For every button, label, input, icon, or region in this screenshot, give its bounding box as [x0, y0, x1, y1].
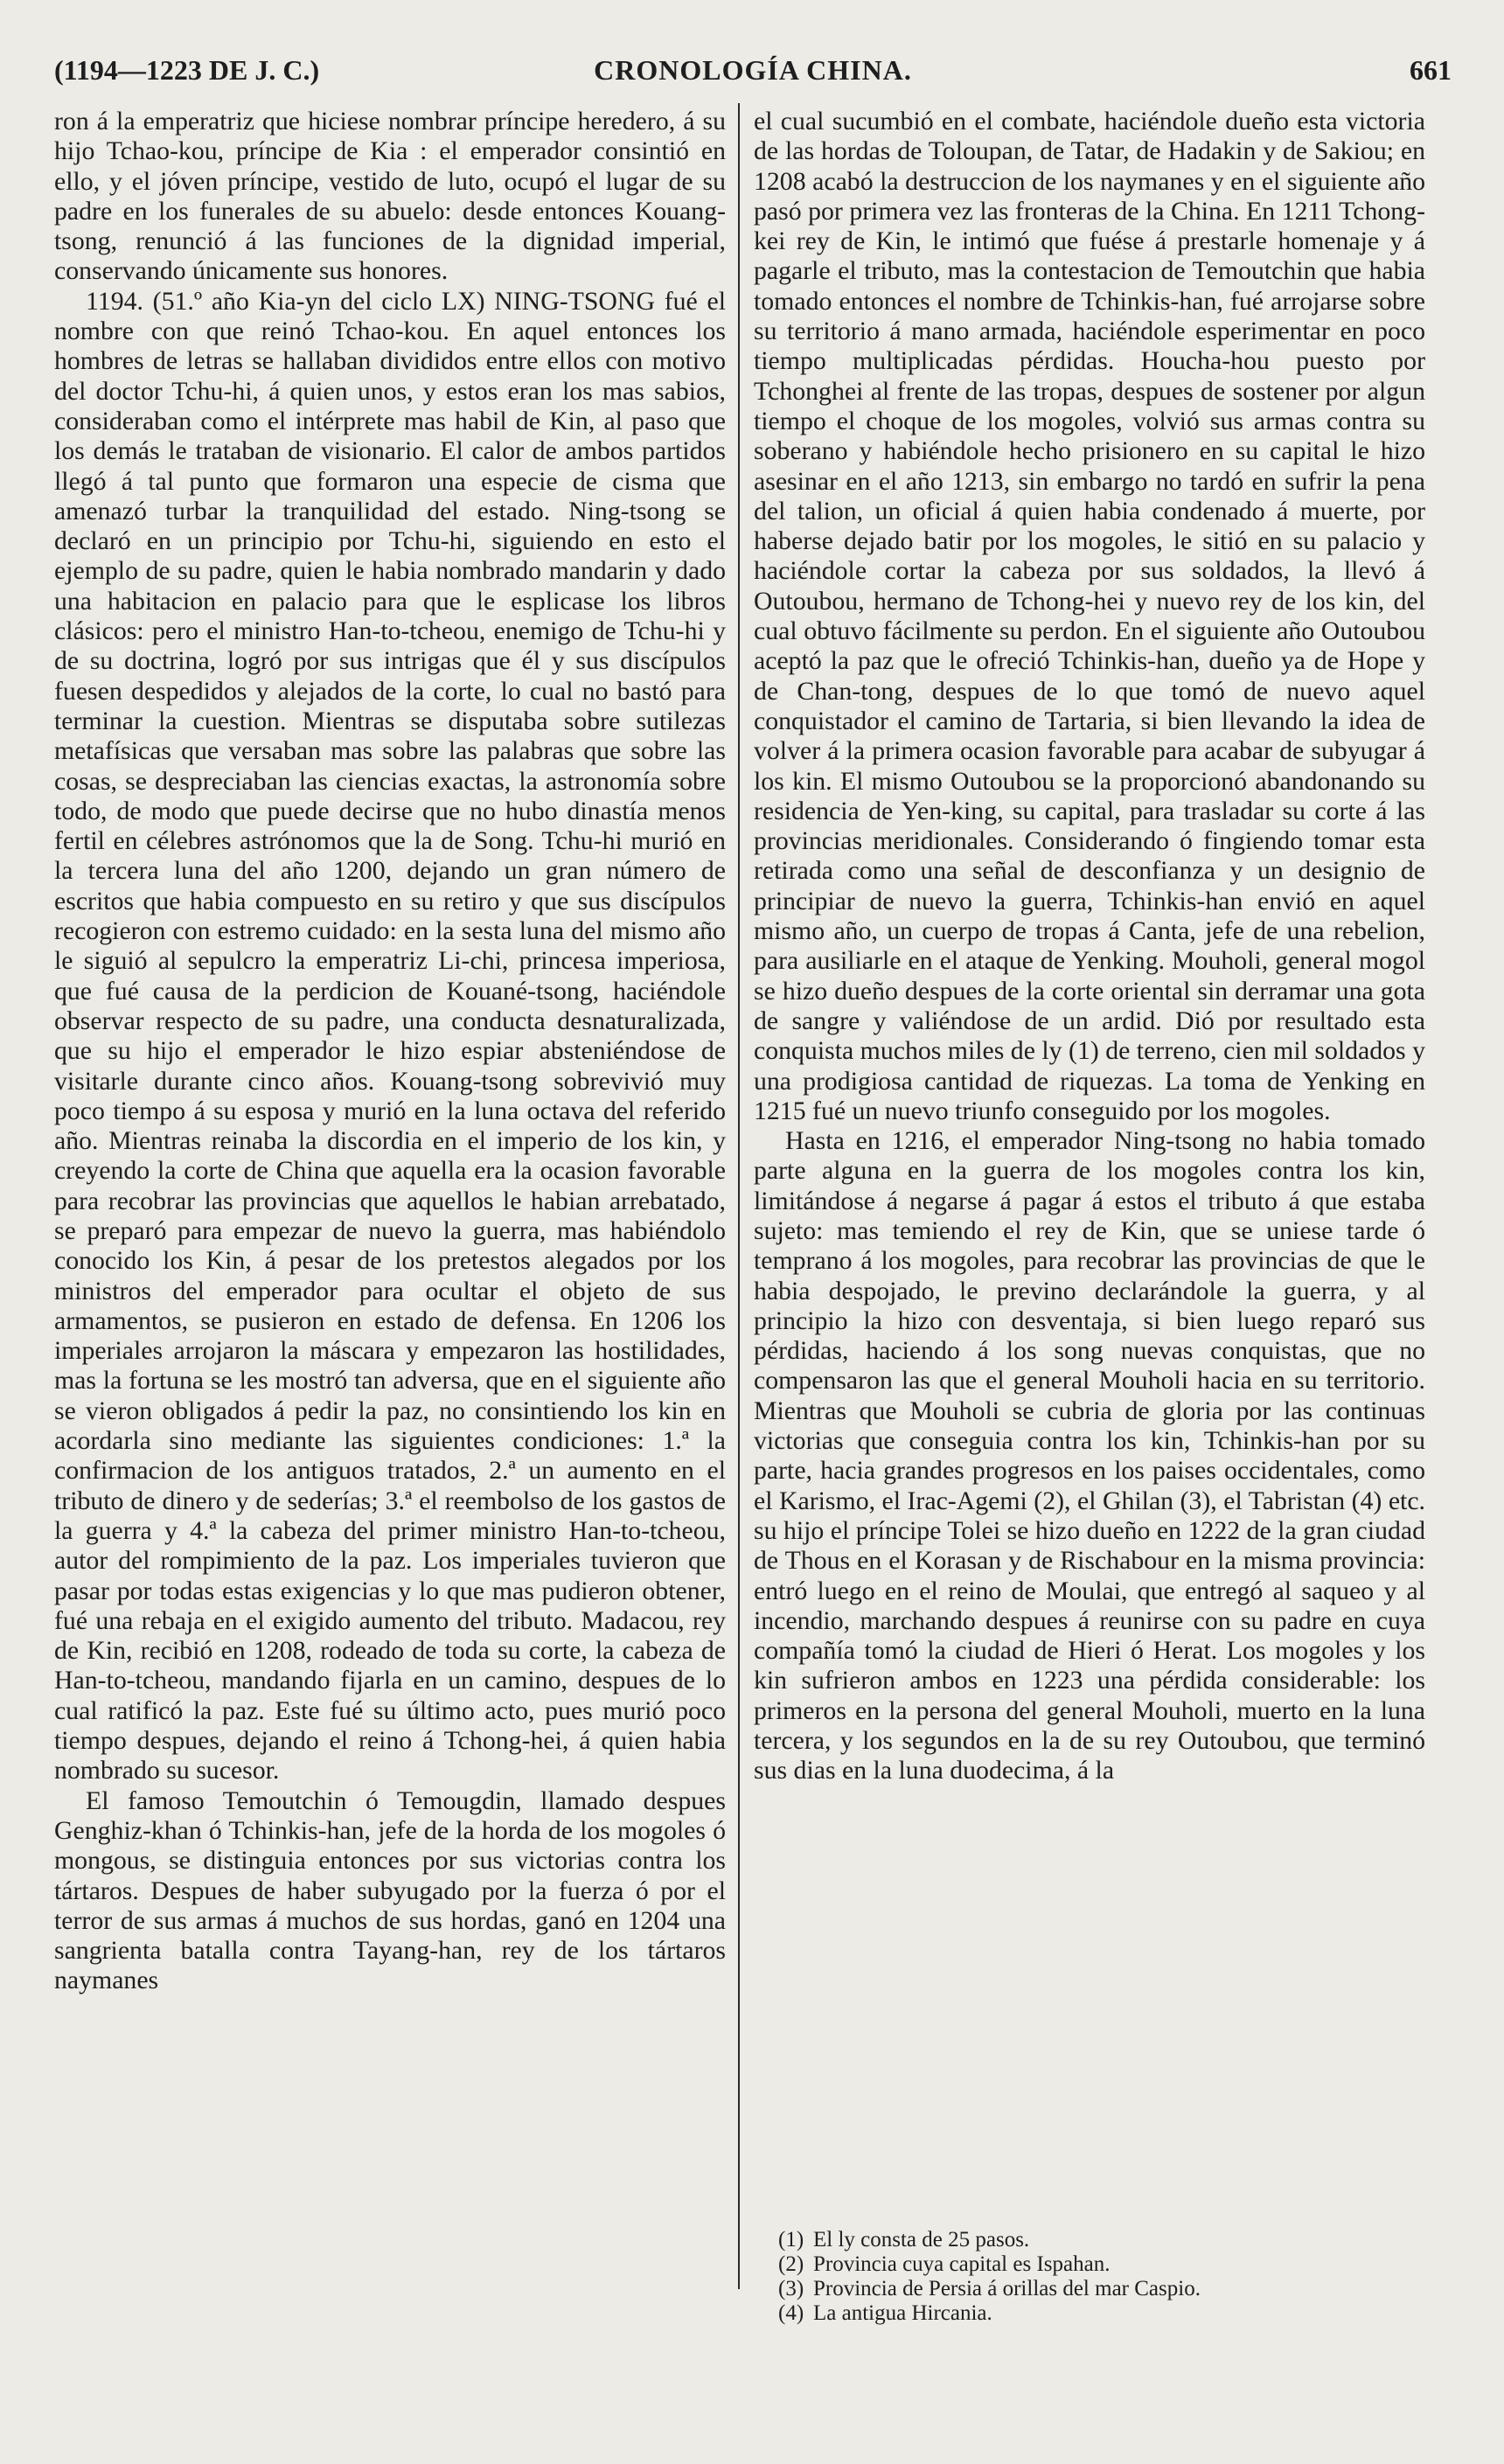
footnote-text: El ly consta de 25 pasos.: [813, 2228, 1030, 2252]
left-column: [54, 107, 726, 1996]
paragraph: 1194. (51.º año Kia-yn del ciclo LX) NING-TSONG fué el nombre con que reinó Tchao-kou. En aquel entonces los hombres de letras se hallaban divididos entre ellos con motivo del doctor Tchu-hi, á quien unos, y estos eran los mas sabios, consideraban como el intérprete mas habil de Kin, al paso que los demás le trataban de visionario. El calor de ambos partidos llegó á tal punto que formaron una especie de cisma que amenazó turbar la tranquilidad del estado. Ning-tsong se declaró en un principio por Tchu-hi, siguiendo en esto el ejemplo de su padre, quien le habia nombrado mandarin y dado una habitacion en palacio para que le esplicase los libros clásicos: pero el ministro Han-to-tcheou, enemigo de Tchu-hi y de su doctrina, logró por sus intrigas que él y sus discípulos fuesen despedidos y alejados de la corte, lo cual no bastó para terminar la cuestion. Mientras se disputaba sobre sutilezas metafísicas que versaban mas sobre las palabras que sobre las cosas, se despreciaban las ciencias exactas, la astronomía sobre todo, de modo que puede decirse que no hubo dinastía menos fertil en célebres astrónomos que la de Song. Tchu-hi murió en la tercera luna del año 1200, dejando un gran número de escritos que habia compuesto en su retiro y que sus discípulos recogieron con estremo cuidado: en la sesta luna del mismo año le siguió al sepulcro la emperatriz Li-chi, princesa imperiosa, que fué causa de la perdicion de Kouané-tsong, haciéndole observar respecto de su padre, una conducta desnaturalizada, que su hijo el emperador le hizo espiar absteniéndose de visitarle durante cinco años. Kouang-tsong sobrevivió muy poco tiempo á su esposa y murió en la luna octava del referido año. Mientras reinaba la discordia en el imperio de los kin, y creyendo la corte de China que aquella era la ocasion favorable para recobrar las provincias que aquellos le habian arrebatado, se preparó para empezar de nuevo la guerra, mas habiéndolo conocido los Kin, á pesar de los pretestos alegados por los ministros del emperador para ocultar el objeto de sus armamentos, se pusieron en estado de defensa. En 1206 los imperiales arrojaron la máscara y empezaron las hostilidades, mas la fortuna se les mostró tan adversa, que en el siguiente año se vieron obligados á pedir la paz, no consintiendo los kin en acordarla sino mediante las siguientes condiciones: 1.ª la confirmacion de los antiguos tratados, 2.ª un aumento en el tributo de dinero y de sederías; 3.ª el reembolso de los gastos de la guerra y 4.ª la cabeza del primer ministro Han-to-tcheou, autor del rompimiento de la paz. Los imperiales tuvieron que pasar por todas estas exigencias y lo que mas pudieron obtener, fué una rebaja en el exigido aumento del tributo. Madacou, rey de Kin, recibió en 1208, rodeado de toda su corte, la cabeza de Han-to-tcheou, mandando fijarla en un camino, despues de lo cual ratificó la paz. Este fué su último acto, pues murió poco tiempo despues, dejando el reino á Tchong-hei, á quien habia nombrado su sucesor.: [54, 286, 726, 1785]
footnote: [778, 2301, 1425, 2326]
running-header: [54, 54, 1452, 98]
paragraph: El famoso Temoutchin ó Temougdin, llamado despues Genghiz-khan ó Tchinkis-han, jefe de la horda de los mogoles ó mongous, se distinguia entonces por sus victorias contra los tártaros. Despues de haber subyugado por la fuerza ó por el terror de sus armas á muchos de sus hordas, ganó en 1204 una sangrienta batalla contra Tayang-han, rey de los tártaros naymanes: [54, 1785, 726, 1995]
paragraph: Hasta en 1216, el emperador Ning-tsong no habia tomado parte alguna en la guerra de los mogoles contra los kin, limitándose á negarse á pagar á estos el tributo á que estaba sujeto: mas temiendo el rey de Kin, que se uniese tarde ó temprano á los mogoles, para recobrar las provincias de que le habia despojado, le previno declarándole la guerra, y al principio la hizo con desventaja, si bien luego reparó sus pérdidas, haciendo á los song nuevas conquistas, que no compensaron las que el general Mouholi hacia en su territorio. Mientras que Mouholi se cubria de gloria por las continuas victorias que conseguia contra los kin, Tchinkis-han por su parte, hacia grandes progresos en los paises occidentales, como el Karismo, el Irac-Agemi (2), el Ghilan (3), el Tabristan (4) etc. su hijo el príncipe Tolei se hizo dueño en 1222 de la gran ciudad de Thous en el Korasan y de Rischabour en la misma provincia: entró luego en el reino de Moulai, que entregó al saqueo y al incendio, marchando despues á reunirse con su padre en cuya compañía tomó la ciudad de Hieri ó Herat. Los mogoles y los kin sufrieron ambos en 1223 una pérdida considerable: los primeros en la persona del general Mouholi, muerto en la luna tercera, y los segundos en la de su rey Outoubou, que terminó sus dias en la luna duodecima, á la: [754, 1126, 1425, 1785]
footnote-text: La antigua Hircania.: [813, 2301, 992, 2325]
footnote: [778, 2277, 1425, 2301]
footnote-text: Provincia cuya capital es Ispahan.: [813, 2252, 1111, 2276]
footnotes: [778, 2228, 1425, 2326]
footnote-mark: (3): [778, 2277, 804, 2300]
footnote-mark: (1): [778, 2228, 804, 2252]
footnote-text: Provincia de Persia á orillas del mar Caspio.: [813, 2277, 1201, 2300]
header-title: CRONOLOGÍA CHINA.: [594, 54, 912, 86]
footnote-mark: (2): [778, 2252, 804, 2276]
footnote: [778, 2252, 1425, 2277]
page-number: 661: [1410, 54, 1452, 86]
right-column: [754, 107, 1425, 1786]
footnote-mark: (4): [778, 2301, 804, 2325]
column-divider: [738, 103, 740, 2289]
footnote: [778, 2228, 1425, 2252]
paragraph: el cual sucumbió en el combate, haciéndole dueño esta victoria de las hordas de Toloupan, de Tatar, de Hadakin y de Sakiou; en 1208 acabó la destruccion de los naymanes y en el siguiente año pasó por primera vez las fronteras de la China. En 1211 Tchong-kei rey de Kin, le intimó que fuése á prestarle homenaje y á pagarle el tributo, mas la contestacion de Temoutchin que habia tomado entonces el nombre de Tchinkis-han, fué arrojarse sobre su territorio á mano armada, haciéndole esperimentar en poco tiempo multiplicadas pérdidas. Houcha-hou puesto por Tchonghei al frente de las tropas, despues de sostener por algun tiempo el choque de los mogoles, volvió sus armas contra su soberano y habiéndole hecho prisionero en su capital le hizo asesinar en el año 1213, sin embargo no tardó en sufrir la pena del talion, un oficial á quien habia condenado á muerte, por haberse dejado batir por los mogoles, le sitió en su palacio y haciéndole cortar la cabeza por sus soldados, la llevó á Outoubou, hermano de Tchong-hei y nuevo rey de los kin, del cual obtuvo fácilmente su perdon. En el siguiente año Outoubou aceptó la paz que le ofreció Tchinkis-han, dueño ya de Hope y de Chan-tong, despues de lo que tomó de nuevo aquel conquistador el camino de Tartaria, si bien llevando la idea de volver á la primera ocasion favorable para acabar de subyugar á los kin. El mismo Outoubou se la proporcionó abandonando su residencia de Yen-king, su capital, para trasladar su corte á las provincias meridionales. Considerando ó fingiendo tomar esta retirada como una señal de desconfianza y un designio de principiar de nuevo la guerra, Tchinkis-han envió en aquel mismo año, un cuerpo de tropas á Canta, jefe de una rebelion, para ausiliarle en el ataque de Yenking. Mouholi, general mogol se hizo dueño despues de la corte oriental sin derramar una gota de sangre y valiéndose de un ardid. Dió por resultado esta conquista muchos miles de ly (1) de terreno, cien mil soldados y una prodigiosa cantidad de riquezas. La toma de Yenking en 1215 fué un nuevo triunfo conseguido por los mogoles.: [754, 107, 1425, 1125]
paragraph: ron á la emperatriz que hiciese nombrar príncipe heredero, á su hijo Tchao-kou, príncipe de Kia : el emperador consintió en ello, y el jóven príncipe, vestido de luto, ocupó el lugar de su padre en los funerales de su abuelo: desde entonces Kouang-tsong, renunció á las funciones de la dignidad imperial, conservando únicamente sus honores.: [54, 107, 726, 286]
header-date-range: (1194—1223 DE J. C.): [54, 54, 320, 86]
